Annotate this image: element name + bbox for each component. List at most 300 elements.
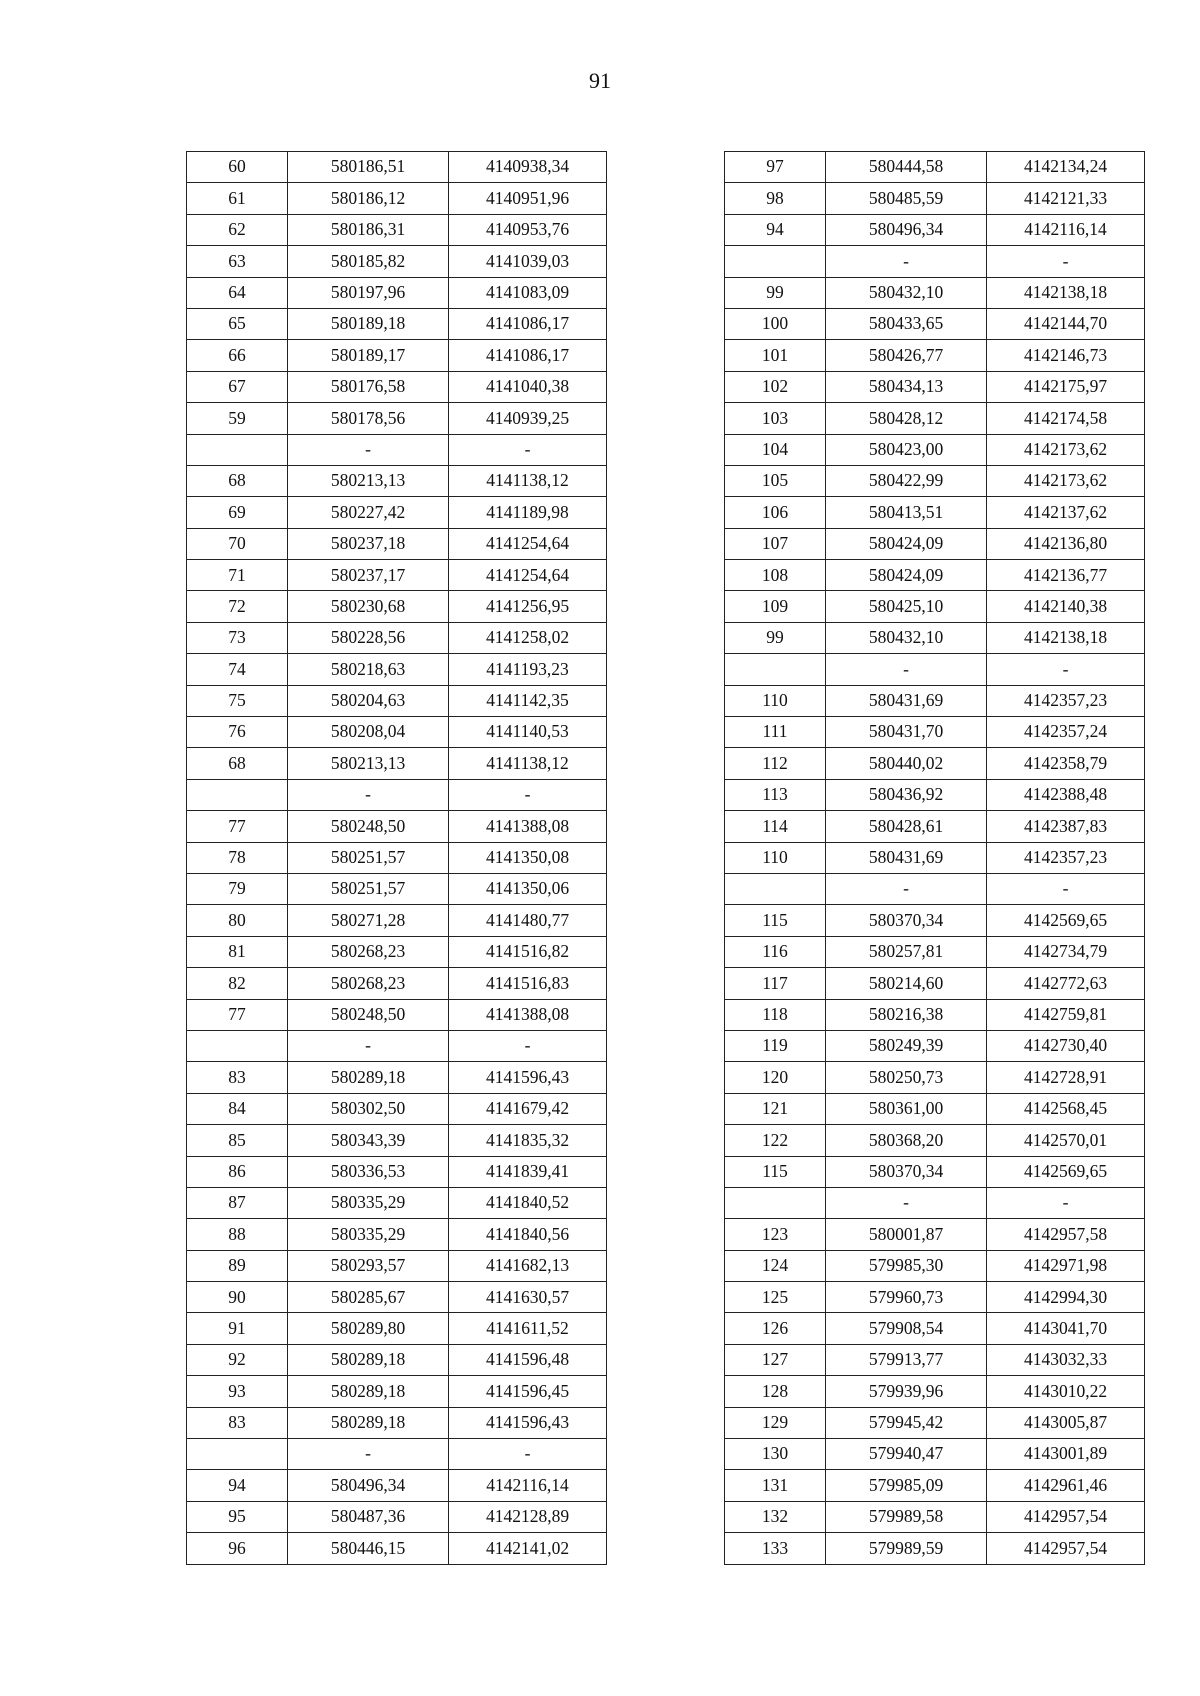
y-coordinate-cell: 4140938,34 bbox=[449, 152, 607, 183]
point-number-cell: 60 bbox=[187, 152, 288, 183]
y-coordinate-cell: 4141254,64 bbox=[449, 560, 607, 591]
table-row bbox=[187, 1030, 607, 1061]
point-number-cell: 99 bbox=[725, 277, 826, 308]
table-row bbox=[187, 560, 607, 591]
y-coordinate-cell: 4143032,33 bbox=[987, 1344, 1145, 1375]
table-row bbox=[725, 717, 1145, 748]
x-coordinate-cell: 580336,53 bbox=[288, 1156, 449, 1187]
y-coordinate-cell: 4143041,70 bbox=[987, 1313, 1145, 1344]
x-coordinate-cell: 579913,77 bbox=[826, 1344, 987, 1375]
point-number-cell: 128 bbox=[725, 1376, 826, 1407]
table-row bbox=[187, 465, 607, 496]
table-row bbox=[187, 999, 607, 1030]
y-coordinate-cell: 4141258,02 bbox=[449, 622, 607, 653]
table-row bbox=[187, 152, 607, 183]
point-number-cell: 80 bbox=[187, 905, 288, 936]
point-number-cell: 102 bbox=[725, 371, 826, 402]
y-coordinate-cell: 4141611,52 bbox=[449, 1313, 607, 1344]
y-coordinate-cell: - bbox=[449, 434, 607, 465]
y-coordinate-cell: 4142173,62 bbox=[987, 434, 1145, 465]
y-coordinate-cell: 4141140,53 bbox=[449, 717, 607, 748]
point-number-cell bbox=[725, 246, 826, 277]
table-row bbox=[725, 1533, 1145, 1564]
x-coordinate-cell: 580251,57 bbox=[288, 873, 449, 904]
y-coordinate-cell: 4142569,65 bbox=[987, 1156, 1145, 1187]
point-number-cell: 75 bbox=[187, 685, 288, 716]
point-number-cell bbox=[187, 434, 288, 465]
x-coordinate-cell: 579985,09 bbox=[826, 1470, 987, 1501]
point-number-cell: 117 bbox=[725, 968, 826, 999]
y-coordinate-cell: 4141596,48 bbox=[449, 1344, 607, 1375]
x-coordinate-cell: 580432,10 bbox=[826, 277, 987, 308]
table-row bbox=[187, 779, 607, 810]
table-row bbox=[187, 1125, 607, 1156]
point-number-cell: 98 bbox=[725, 183, 826, 214]
y-coordinate-cell: 4142730,40 bbox=[987, 1030, 1145, 1061]
point-number-cell: 124 bbox=[725, 1250, 826, 1281]
y-coordinate-cell: 4142128,89 bbox=[449, 1501, 607, 1532]
x-coordinate-cell: - bbox=[826, 1187, 987, 1218]
table-row bbox=[725, 1125, 1145, 1156]
x-coordinate-cell: 580176,58 bbox=[288, 371, 449, 402]
y-coordinate-cell: 4142388,48 bbox=[987, 779, 1145, 810]
x-coordinate-cell: - bbox=[288, 434, 449, 465]
x-coordinate-cell: 580423,00 bbox=[826, 434, 987, 465]
point-number-cell: 123 bbox=[725, 1219, 826, 1250]
table-row bbox=[725, 999, 1145, 1030]
y-coordinate-cell: 4142734,79 bbox=[987, 936, 1145, 967]
table-row bbox=[187, 1093, 607, 1124]
table-row bbox=[187, 1282, 607, 1313]
x-coordinate-cell: 580496,34 bbox=[826, 214, 987, 245]
x-coordinate-cell: 579989,59 bbox=[826, 1533, 987, 1564]
point-number-cell: 103 bbox=[725, 403, 826, 434]
point-number-cell: 112 bbox=[725, 748, 826, 779]
x-coordinate-cell: 580189,18 bbox=[288, 308, 449, 339]
x-coordinate-cell: 580370,34 bbox=[826, 905, 987, 936]
point-number-cell bbox=[187, 1030, 288, 1061]
point-number-cell: 111 bbox=[725, 717, 826, 748]
point-number-cell bbox=[725, 1187, 826, 1218]
table-row bbox=[725, 403, 1145, 434]
point-number-cell: 65 bbox=[187, 308, 288, 339]
x-coordinate-cell: 580487,36 bbox=[288, 1501, 449, 1532]
x-coordinate-cell: - bbox=[826, 654, 987, 685]
point-number-cell: 73 bbox=[187, 622, 288, 653]
y-coordinate-cell: 4143001,89 bbox=[987, 1439, 1145, 1470]
y-coordinate-cell: 4140939,25 bbox=[449, 403, 607, 434]
y-coordinate-cell: 4142173,62 bbox=[987, 465, 1145, 496]
x-coordinate-cell: 580425,10 bbox=[826, 591, 987, 622]
point-number-cell: 92 bbox=[187, 1344, 288, 1375]
table-row bbox=[725, 936, 1145, 967]
point-number-cell: 77 bbox=[187, 999, 288, 1030]
table-row bbox=[725, 905, 1145, 936]
y-coordinate-cell: 4141839,41 bbox=[449, 1156, 607, 1187]
point-number-cell: 121 bbox=[725, 1093, 826, 1124]
table-row bbox=[725, 340, 1145, 371]
table-row bbox=[187, 1250, 607, 1281]
point-number-cell: 101 bbox=[725, 340, 826, 371]
x-coordinate-cell: 580204,63 bbox=[288, 685, 449, 716]
table-row bbox=[725, 1282, 1145, 1313]
y-coordinate-cell: 4141679,42 bbox=[449, 1093, 607, 1124]
point-number-cell: 61 bbox=[187, 183, 288, 214]
point-number-cell: 70 bbox=[187, 528, 288, 559]
point-number-cell: 104 bbox=[725, 434, 826, 465]
y-coordinate-cell: 4141086,17 bbox=[449, 340, 607, 371]
y-coordinate-cell: 4142138,18 bbox=[987, 277, 1145, 308]
y-coordinate-cell: 4141189,98 bbox=[449, 497, 607, 528]
y-coordinate-cell: 4142759,81 bbox=[987, 999, 1145, 1030]
table-row bbox=[725, 1219, 1145, 1250]
y-coordinate-cell: 4142357,23 bbox=[987, 842, 1145, 873]
table-row bbox=[725, 748, 1145, 779]
x-coordinate-cell: 580237,18 bbox=[288, 528, 449, 559]
y-coordinate-cell: 4141040,38 bbox=[449, 371, 607, 402]
x-coordinate-cell: 580335,29 bbox=[288, 1187, 449, 1218]
table-row bbox=[187, 1156, 607, 1187]
point-number-cell: 89 bbox=[187, 1250, 288, 1281]
table-row bbox=[187, 371, 607, 402]
y-coordinate-cell: 4141596,45 bbox=[449, 1376, 607, 1407]
y-coordinate-cell: 4142570,01 bbox=[987, 1125, 1145, 1156]
table-row bbox=[725, 465, 1145, 496]
y-coordinate-cell: 4140953,76 bbox=[449, 214, 607, 245]
y-coordinate-cell: 4141142,35 bbox=[449, 685, 607, 716]
point-number-cell: 77 bbox=[187, 811, 288, 842]
y-coordinate-cell: 4142957,54 bbox=[987, 1533, 1145, 1564]
y-coordinate-cell: 4142971,98 bbox=[987, 1250, 1145, 1281]
x-coordinate-cell: 580213,13 bbox=[288, 465, 449, 496]
x-coordinate-cell: 580433,65 bbox=[826, 308, 987, 339]
table-row bbox=[725, 528, 1145, 559]
point-number-cell: 68 bbox=[187, 465, 288, 496]
table-row bbox=[725, 591, 1145, 622]
x-coordinate-cell: 580446,15 bbox=[288, 1533, 449, 1564]
x-coordinate-cell: 580428,61 bbox=[826, 811, 987, 842]
point-number-cell: 59 bbox=[187, 403, 288, 434]
point-number-cell: 91 bbox=[187, 1313, 288, 1344]
table-row bbox=[725, 842, 1145, 873]
table-row bbox=[187, 1062, 607, 1093]
y-coordinate-cell: 4142116,14 bbox=[987, 214, 1145, 245]
table-row bbox=[187, 873, 607, 904]
x-coordinate-cell: 580178,56 bbox=[288, 403, 449, 434]
y-coordinate-cell: 4141138,12 bbox=[449, 748, 607, 779]
page-number: 91 bbox=[589, 68, 611, 93]
y-coordinate-cell: 4141516,83 bbox=[449, 968, 607, 999]
y-coordinate-cell: 4142357,24 bbox=[987, 717, 1145, 748]
table-row bbox=[725, 1376, 1145, 1407]
table-row bbox=[187, 340, 607, 371]
table-row bbox=[725, 654, 1145, 685]
point-number-cell: 82 bbox=[187, 968, 288, 999]
x-coordinate-cell: 580249,39 bbox=[826, 1030, 987, 1061]
y-coordinate-cell: 4141256,95 bbox=[449, 591, 607, 622]
point-number-cell: 100 bbox=[725, 308, 826, 339]
y-coordinate-cell: 4141083,09 bbox=[449, 277, 607, 308]
point-number-cell: 110 bbox=[725, 685, 826, 716]
table-row bbox=[187, 214, 607, 245]
y-coordinate-cell: 4142144,70 bbox=[987, 308, 1145, 339]
point-number-cell: 131 bbox=[725, 1470, 826, 1501]
x-coordinate-cell: 580186,51 bbox=[288, 152, 449, 183]
point-number-cell: 83 bbox=[187, 1062, 288, 1093]
x-coordinate-cell: 579908,54 bbox=[826, 1313, 987, 1344]
table-row bbox=[725, 1501, 1145, 1532]
table-row bbox=[725, 1030, 1145, 1061]
x-coordinate-cell: 579940,47 bbox=[826, 1439, 987, 1470]
x-coordinate-cell: 580485,59 bbox=[826, 183, 987, 214]
table-row bbox=[725, 560, 1145, 591]
y-coordinate-cell: 4143010,22 bbox=[987, 1376, 1145, 1407]
table-row bbox=[725, 434, 1145, 465]
x-coordinate-cell: 580289,18 bbox=[288, 1376, 449, 1407]
x-coordinate-cell: 580431,70 bbox=[826, 717, 987, 748]
point-number-cell: 130 bbox=[725, 1439, 826, 1470]
table-row bbox=[725, 779, 1145, 810]
point-number-cell: 72 bbox=[187, 591, 288, 622]
point-number-cell: 63 bbox=[187, 246, 288, 277]
table-row bbox=[187, 968, 607, 999]
point-number-cell: 87 bbox=[187, 1187, 288, 1218]
x-coordinate-cell: 580361,00 bbox=[826, 1093, 987, 1124]
table-row bbox=[187, 1501, 607, 1532]
table-row bbox=[187, 905, 607, 936]
point-number-cell: 109 bbox=[725, 591, 826, 622]
table-row bbox=[187, 717, 607, 748]
table-row bbox=[187, 497, 607, 528]
table-row bbox=[725, 873, 1145, 904]
point-number-cell: 78 bbox=[187, 842, 288, 873]
point-number-cell: 99 bbox=[725, 622, 826, 653]
y-coordinate-cell: 4142138,18 bbox=[987, 622, 1145, 653]
y-coordinate-cell: 4142568,45 bbox=[987, 1093, 1145, 1124]
x-coordinate-cell: 580413,51 bbox=[826, 497, 987, 528]
y-coordinate-cell: - bbox=[987, 873, 1145, 904]
point-number-cell bbox=[725, 873, 826, 904]
table-row bbox=[725, 1250, 1145, 1281]
x-coordinate-cell: 580257,81 bbox=[826, 936, 987, 967]
x-coordinate-cell: 580268,23 bbox=[288, 968, 449, 999]
point-number-cell: 90 bbox=[187, 1282, 288, 1313]
y-coordinate-cell: 4142728,91 bbox=[987, 1062, 1145, 1093]
x-coordinate-cell: - bbox=[826, 246, 987, 277]
x-coordinate-cell: 580289,18 bbox=[288, 1344, 449, 1375]
x-coordinate-cell: 580424,09 bbox=[826, 560, 987, 591]
y-coordinate-cell: 4142116,14 bbox=[449, 1470, 607, 1501]
table-row bbox=[725, 1344, 1145, 1375]
y-coordinate-cell: 4141138,12 bbox=[449, 465, 607, 496]
y-coordinate-cell: 4140951,96 bbox=[449, 183, 607, 214]
y-coordinate-cell: 4142146,73 bbox=[987, 340, 1145, 371]
point-number-cell: 84 bbox=[187, 1093, 288, 1124]
x-coordinate-cell: 580302,50 bbox=[288, 1093, 449, 1124]
table-row bbox=[725, 1407, 1145, 1438]
point-number-cell: 71 bbox=[187, 560, 288, 591]
table-row bbox=[725, 1187, 1145, 1218]
x-coordinate-cell: 580440,02 bbox=[826, 748, 987, 779]
table-row bbox=[187, 1313, 607, 1344]
table-row bbox=[725, 183, 1145, 214]
x-coordinate-cell: 580289,18 bbox=[288, 1407, 449, 1438]
table-row bbox=[187, 246, 607, 277]
x-coordinate-cell: 580285,67 bbox=[288, 1282, 449, 1313]
point-number-cell: 132 bbox=[725, 1501, 826, 1532]
point-number-cell: 116 bbox=[725, 936, 826, 967]
point-number-cell: 95 bbox=[187, 1501, 288, 1532]
y-coordinate-cell: 4141254,64 bbox=[449, 528, 607, 559]
table-row bbox=[187, 748, 607, 779]
table-row bbox=[187, 591, 607, 622]
table-row bbox=[725, 1062, 1145, 1093]
table-row bbox=[187, 528, 607, 559]
point-number-cell: 126 bbox=[725, 1313, 826, 1344]
x-coordinate-cell: 580426,77 bbox=[826, 340, 987, 371]
x-coordinate-cell: - bbox=[288, 1439, 449, 1470]
y-coordinate-cell: 4141596,43 bbox=[449, 1407, 607, 1438]
x-coordinate-cell: 580432,10 bbox=[826, 622, 987, 653]
x-coordinate-cell: 580227,42 bbox=[288, 497, 449, 528]
x-coordinate-cell: 580431,69 bbox=[826, 685, 987, 716]
table-row bbox=[187, 622, 607, 653]
point-number-cell: 85 bbox=[187, 1125, 288, 1156]
table-row bbox=[187, 1439, 607, 1470]
y-coordinate-cell: 4141388,08 bbox=[449, 999, 607, 1030]
x-coordinate-cell: 580248,50 bbox=[288, 811, 449, 842]
point-number-cell bbox=[187, 1439, 288, 1470]
y-coordinate-cell: - bbox=[449, 1439, 607, 1470]
table-row bbox=[725, 1439, 1145, 1470]
point-number-cell: 74 bbox=[187, 654, 288, 685]
y-coordinate-cell: 4141682,13 bbox=[449, 1250, 607, 1281]
x-coordinate-cell: - bbox=[288, 1030, 449, 1061]
x-coordinate-cell: 580368,20 bbox=[826, 1125, 987, 1156]
point-number-cell: 93 bbox=[187, 1376, 288, 1407]
table-row bbox=[725, 622, 1145, 653]
x-coordinate-cell: 580343,39 bbox=[288, 1125, 449, 1156]
x-coordinate-cell: 580216,38 bbox=[826, 999, 987, 1030]
x-coordinate-cell: 580185,82 bbox=[288, 246, 449, 277]
table-row bbox=[725, 497, 1145, 528]
table-row bbox=[187, 1533, 607, 1564]
coordinates-table-right bbox=[724, 151, 1145, 1565]
x-coordinate-cell: 580001,87 bbox=[826, 1219, 987, 1250]
y-coordinate-cell: 4142136,80 bbox=[987, 528, 1145, 559]
point-number-cell: 108 bbox=[725, 560, 826, 591]
table-row bbox=[725, 685, 1145, 716]
y-coordinate-cell: 4141835,32 bbox=[449, 1125, 607, 1156]
x-coordinate-cell: 580424,09 bbox=[826, 528, 987, 559]
coordinates-table-left bbox=[186, 151, 607, 1565]
table-row bbox=[187, 1344, 607, 1375]
x-coordinate-cell: 579945,42 bbox=[826, 1407, 987, 1438]
table-row bbox=[725, 308, 1145, 339]
point-number-cell bbox=[725, 654, 826, 685]
x-coordinate-cell: 579985,30 bbox=[826, 1250, 987, 1281]
x-coordinate-cell: 580293,57 bbox=[288, 1250, 449, 1281]
point-number-cell: 69 bbox=[187, 497, 288, 528]
point-number-cell: 105 bbox=[725, 465, 826, 496]
x-coordinate-cell: 579989,58 bbox=[826, 1501, 987, 1532]
x-coordinate-cell: 580370,34 bbox=[826, 1156, 987, 1187]
table-row bbox=[187, 811, 607, 842]
x-coordinate-cell: 580230,68 bbox=[288, 591, 449, 622]
point-number-cell bbox=[187, 779, 288, 810]
table-row bbox=[725, 1093, 1145, 1124]
point-number-cell: 125 bbox=[725, 1282, 826, 1313]
x-coordinate-cell: 580422,99 bbox=[826, 465, 987, 496]
table-row bbox=[187, 1187, 607, 1218]
table-row bbox=[725, 371, 1145, 402]
y-coordinate-cell: 4142387,83 bbox=[987, 811, 1145, 842]
point-number-cell: 119 bbox=[725, 1030, 826, 1061]
x-coordinate-cell: 580248,50 bbox=[288, 999, 449, 1030]
x-coordinate-cell: 580271,28 bbox=[288, 905, 449, 936]
x-coordinate-cell: 580197,96 bbox=[288, 277, 449, 308]
y-coordinate-cell: 4142175,97 bbox=[987, 371, 1145, 402]
table-row bbox=[725, 1470, 1145, 1501]
table-row bbox=[725, 214, 1145, 245]
y-coordinate-cell: 4141840,56 bbox=[449, 1219, 607, 1250]
table-row bbox=[187, 654, 607, 685]
table-row bbox=[187, 1407, 607, 1438]
x-coordinate-cell: 580431,69 bbox=[826, 842, 987, 873]
x-coordinate-cell: 580428,12 bbox=[826, 403, 987, 434]
y-coordinate-cell: 4141388,08 bbox=[449, 811, 607, 842]
table-row bbox=[187, 1470, 607, 1501]
point-number-cell: 83 bbox=[187, 1407, 288, 1438]
x-coordinate-cell: 580436,92 bbox=[826, 779, 987, 810]
y-coordinate-cell: 4142174,58 bbox=[987, 403, 1145, 434]
point-number-cell: 66 bbox=[187, 340, 288, 371]
x-coordinate-cell: 580237,17 bbox=[288, 560, 449, 591]
y-coordinate-cell: 4142961,46 bbox=[987, 1470, 1145, 1501]
x-coordinate-cell: 580289,18 bbox=[288, 1062, 449, 1093]
table-row bbox=[725, 1156, 1145, 1187]
point-number-cell: 120 bbox=[725, 1062, 826, 1093]
point-number-cell: 115 bbox=[725, 905, 826, 936]
point-number-cell: 88 bbox=[187, 1219, 288, 1250]
table-row bbox=[187, 308, 607, 339]
y-coordinate-cell: 4142569,65 bbox=[987, 905, 1145, 936]
y-coordinate-cell: 4142136,77 bbox=[987, 560, 1145, 591]
x-coordinate-cell: 580251,57 bbox=[288, 842, 449, 873]
point-number-cell: 64 bbox=[187, 277, 288, 308]
x-coordinate-cell: 580496,34 bbox=[288, 1470, 449, 1501]
y-coordinate-cell: 4142957,54 bbox=[987, 1501, 1145, 1532]
x-coordinate-cell: 579960,73 bbox=[826, 1282, 987, 1313]
y-coordinate-cell: 4142994,30 bbox=[987, 1282, 1145, 1313]
x-coordinate-cell: 580213,13 bbox=[288, 748, 449, 779]
point-number-cell: 79 bbox=[187, 873, 288, 904]
y-coordinate-cell: - bbox=[449, 1030, 607, 1061]
y-coordinate-cell: - bbox=[987, 1187, 1145, 1218]
y-coordinate-cell: 4142357,23 bbox=[987, 685, 1145, 716]
y-coordinate-cell: 4142358,79 bbox=[987, 748, 1145, 779]
x-coordinate-cell: 580218,63 bbox=[288, 654, 449, 685]
table-row bbox=[725, 811, 1145, 842]
x-coordinate-cell: 579939,96 bbox=[826, 1376, 987, 1407]
x-coordinate-cell: 580214,60 bbox=[826, 968, 987, 999]
point-number-cell: 122 bbox=[725, 1125, 826, 1156]
table-row bbox=[187, 842, 607, 873]
point-number-cell: 94 bbox=[187, 1470, 288, 1501]
table-row bbox=[187, 183, 607, 214]
table-row bbox=[187, 936, 607, 967]
point-number-cell: 129 bbox=[725, 1407, 826, 1438]
